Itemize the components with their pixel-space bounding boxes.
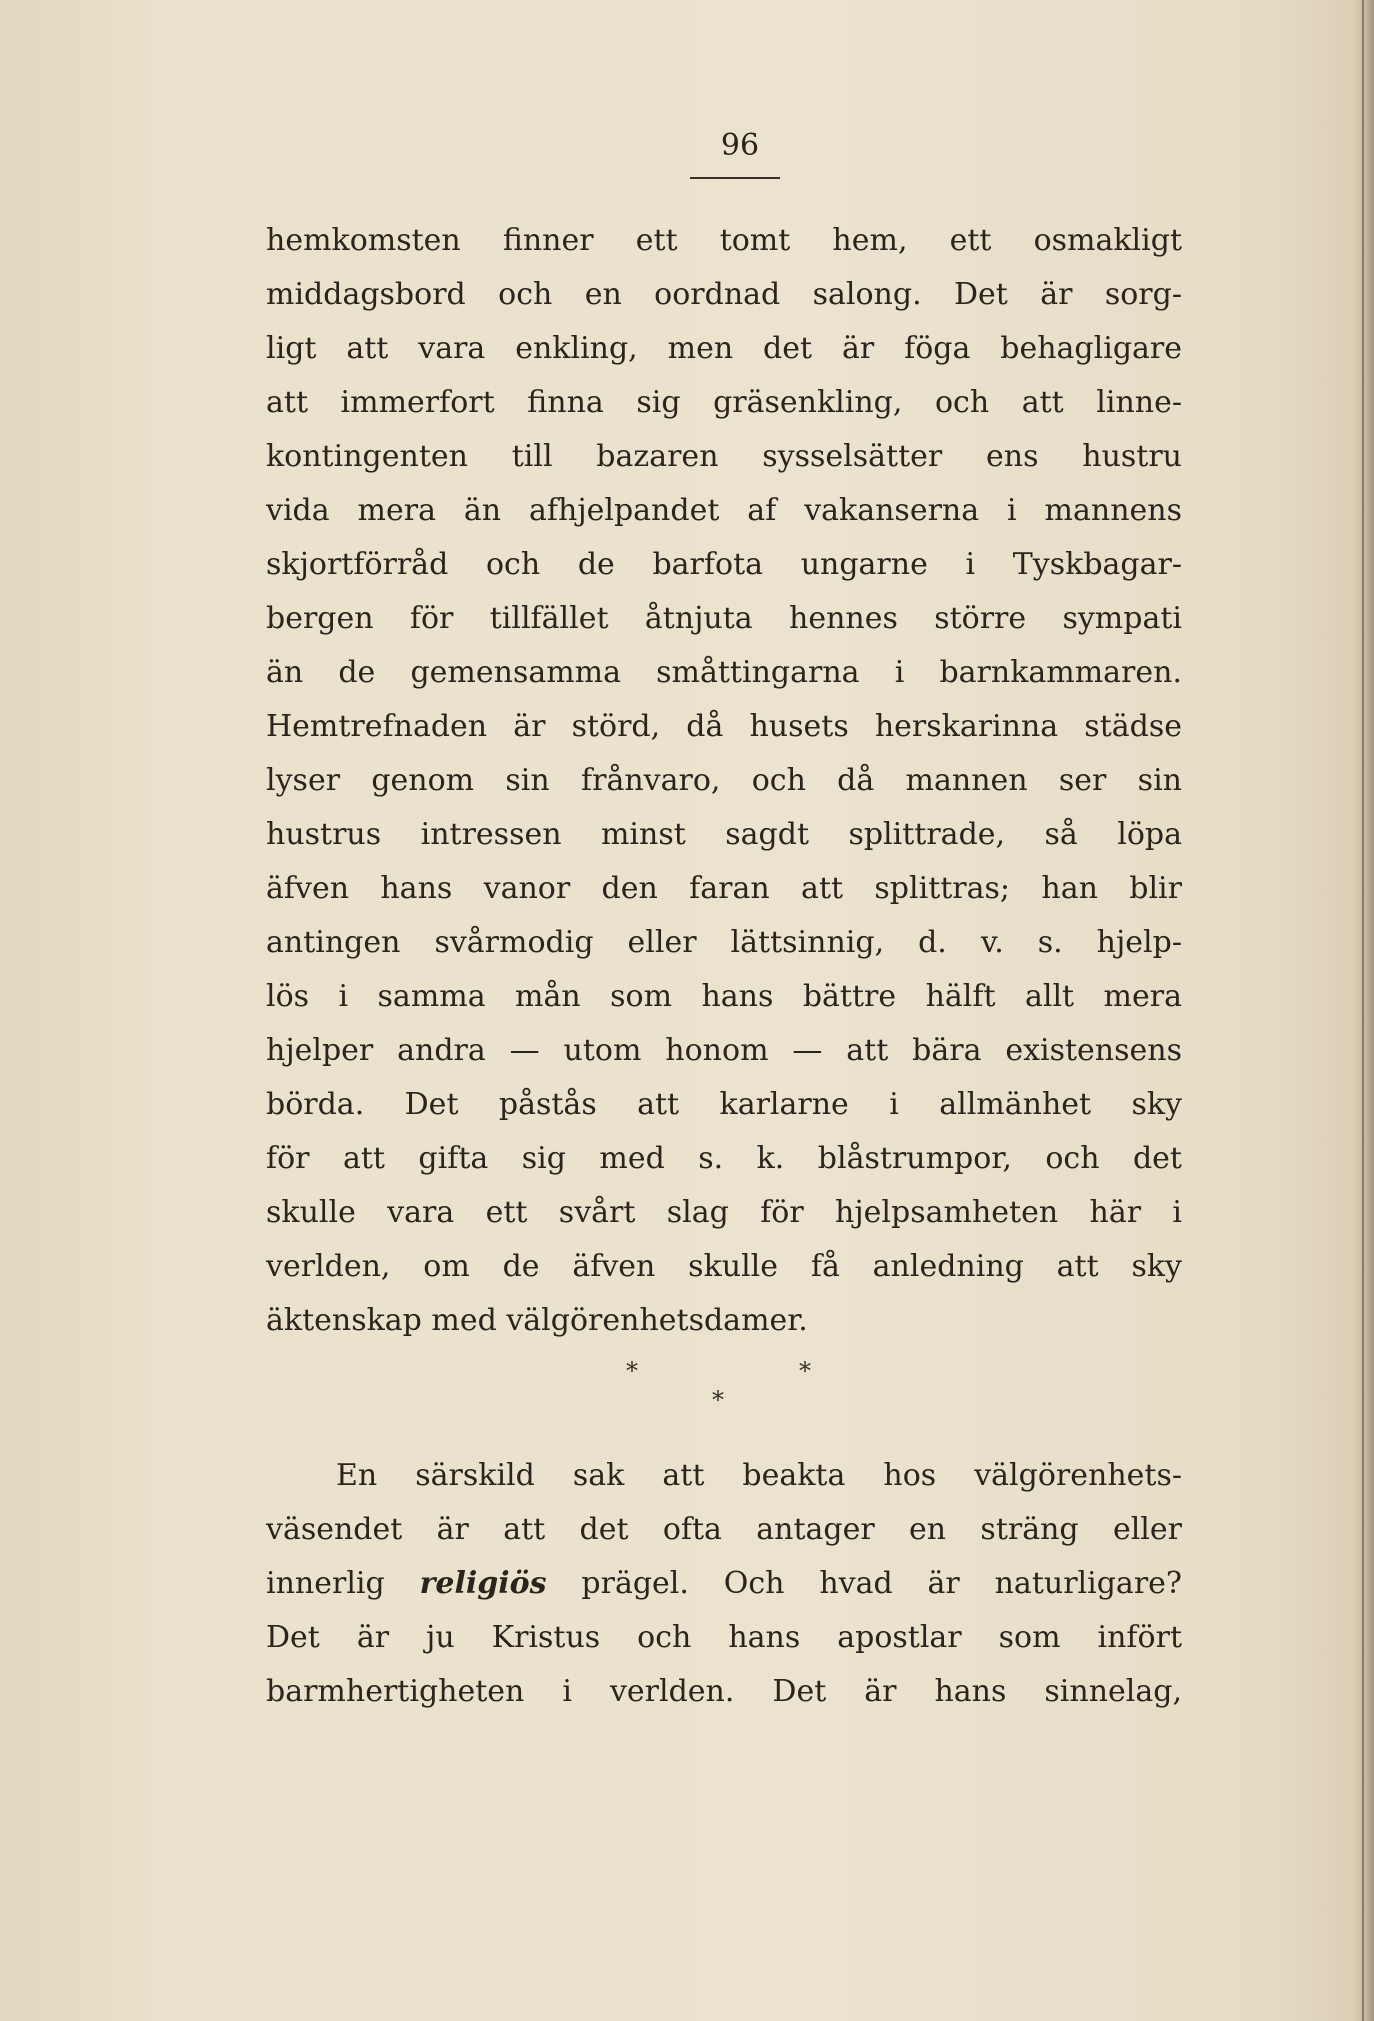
- text-line: antingen svårmodig eller lättsinnig, d. v. s. hjelp-: [266, 925, 1182, 960]
- text-line: barmhertigheten i verlden. Det är hans sinnelag,: [266, 1674, 1182, 1709]
- text-line: hjelper andra — utom honom — att bära existensens: [266, 1033, 1182, 1068]
- text-line: skjortförråd och de barfota ungarne i Tyskbagar-: [266, 547, 1182, 582]
- text-line: börda. Det påstås att karlarne i allmänhet sky: [266, 1087, 1182, 1122]
- text-line: ligt att vara enkling, men det är föga behagligare: [266, 331, 1182, 366]
- text-line: kontingenten till bazaren sysselsätter ens hustru: [266, 439, 1182, 474]
- text-line: vida mera än afhjelpandet af vakanserna i mannens: [266, 493, 1182, 528]
- text-line: Hemtrefnaden är störd, då husets herskarinna städse: [266, 709, 1182, 744]
- text-line: lyser genom sin frånvaro, och då mannen ser sin: [266, 763, 1182, 798]
- emphasized-word: religiös: [419, 1566, 547, 1601]
- paragraph-1: [266, 214, 1182, 1348]
- text-segment: innerlig: [266, 1566, 420, 1601]
- text-line: att immerfort finna sig gräsenkling, och att linne-: [266, 385, 1182, 420]
- separator-asterisk: *: [799, 1357, 811, 1385]
- separator-asterisk: *: [626, 1357, 638, 1385]
- text-line: skulle vara ett svårt slag för hjelpsamheten här i: [266, 1195, 1182, 1230]
- text-line: verlden, om de äfven skulle få anledning att sky: [266, 1249, 1182, 1284]
- text-line: lös i samma mån som hans bättre hälft allt mera: [266, 979, 1182, 1014]
- text-line: En särskild sak att beakta hos välgörenhets-: [336, 1458, 1182, 1493]
- text-segment: prägel. Och hvad är naturligare?: [546, 1566, 1182, 1601]
- page-number-rule: [690, 177, 780, 179]
- text-line: middagsbord och en oordnad salong. Det är sorg-: [266, 277, 1182, 312]
- page-number: 96: [720, 128, 760, 163]
- text-line: än de gemensamma småttingarna i barnkammaren.: [266, 655, 1182, 690]
- text-line: Det är ju Kristus och hans apostlar som infört: [266, 1620, 1182, 1655]
- text-line: hustrus intressen minst sagdt splittrade, så löpa: [266, 817, 1182, 852]
- text-line: äktenskap med välgörenhetsdamer.: [266, 1303, 808, 1338]
- separator-asterisk: *: [712, 1386, 724, 1414]
- text-line: hemkomsten finner ett tomt hem, ett osmakligt: [266, 223, 1182, 258]
- text-line: för att gifta sig med s. k. blåstrumpor, och det: [266, 1141, 1182, 1176]
- text-line: bergen för tillfället åtnjuta hennes större sympati: [266, 601, 1182, 636]
- paragraph-2: [266, 1449, 1182, 1719]
- text-line: väsendet är att det ofta antager en sträng eller: [266, 1512, 1182, 1547]
- text-line: [266, 1557, 1182, 1611]
- text-line: äfven hans vanor den faran att splittras; han blir: [266, 871, 1182, 906]
- page-edge-line: [1362, 0, 1364, 2021]
